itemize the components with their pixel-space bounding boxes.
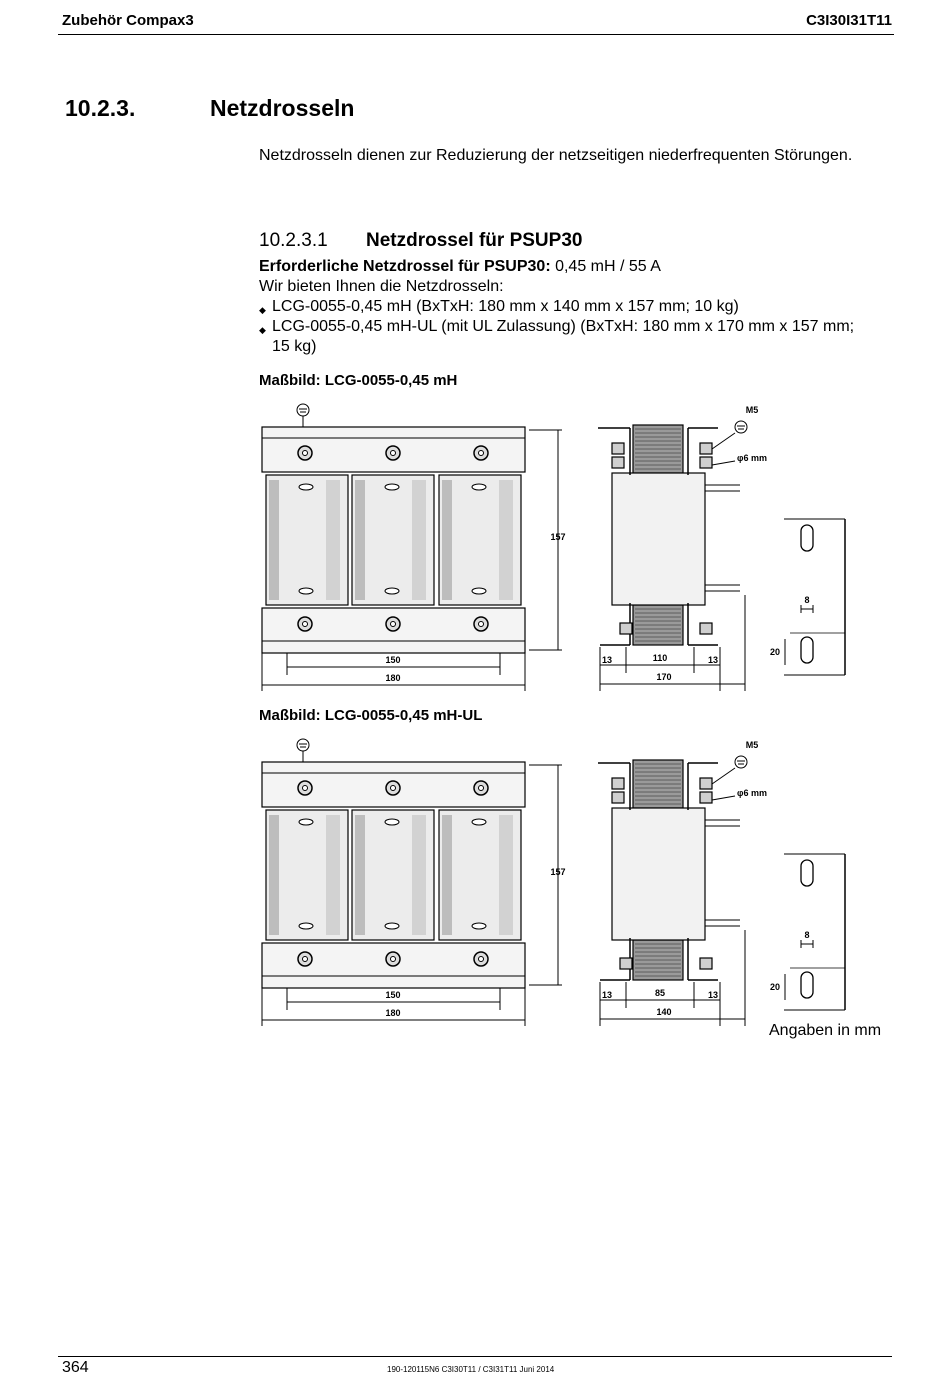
leader-line [712, 796, 735, 800]
coil-clip [385, 588, 399, 594]
coil-clip [472, 484, 486, 490]
coil-clip [299, 819, 313, 825]
terminal-screw-hole [391, 786, 396, 791]
terminal-screw-hole [479, 786, 484, 791]
coil-clip [472, 819, 486, 825]
terminal-screw-hole [479, 622, 484, 627]
offer-text: Wir bieten Ihnen die Netzdrosseln: [259, 278, 504, 295]
footer-doc-ref: 190-120115N6 C3I30T11 / C3I31T11 Juni 2014 [387, 1365, 555, 1374]
bolt-head [700, 792, 712, 803]
terminal-screw-hole [391, 957, 396, 962]
bolt-head [700, 958, 712, 969]
leader-line [712, 768, 735, 784]
units-note: Angaben in mm [769, 1022, 882, 1039]
terminal-screw-hole [303, 622, 308, 627]
dim-label-side-left: 13 [601, 655, 613, 665]
coil-clip [385, 923, 399, 929]
coil-shade [499, 480, 513, 600]
coil-shade [355, 480, 365, 600]
coil-clip [299, 484, 313, 490]
dim-label-slot-pitch: 20 [769, 982, 781, 992]
coil-shade [269, 480, 279, 600]
header-doc-code: C3I30I31T11 [806, 12, 892, 29]
figure-title: Maßbild: LCG-0055-0,45 mH [259, 372, 458, 389]
coil-clip [385, 484, 399, 490]
mounting-slot [801, 637, 813, 663]
leader-line [712, 433, 735, 449]
bolt-head [612, 443, 624, 454]
dim-label-inner-width: 150 [385, 990, 401, 1000]
header-rule [58, 34, 894, 35]
required-choke-value: 0,45 mH / 55 A [550, 258, 661, 275]
dim-label-screw: M5 [745, 405, 759, 415]
required-choke [259, 257, 661, 277]
dim-label-width: 180 [385, 673, 401, 683]
page-number: 364 [62, 1359, 89, 1376]
dim-label-height: 157 [550, 867, 566, 877]
dim-label-width: 180 [385, 1008, 401, 1018]
subsection-title: Netzdrossel für PSUP30 [366, 230, 583, 251]
coil-clip [472, 923, 486, 929]
footer-rule [58, 1356, 892, 1357]
dim-label-side-mid: 110 [652, 653, 668, 663]
list-item: ◆ LCG-0055-0,45 mH-UL (mit UL Zulassung) (BxTxH: 180 mm x 170 mm x 157 mm; 15 kg) [259, 317, 859, 357]
dim-label-hole: φ6 mm [737, 453, 767, 463]
dim-label-slot-pitch: 20 [769, 647, 781, 657]
subsection-number: 10.2.3.1 [259, 230, 328, 251]
bolt-head [620, 623, 632, 634]
figure-title: Maßbild: LCG-0055-0,45 mH-UL [259, 707, 483, 724]
coil-shade [442, 480, 452, 600]
coil-clip [472, 588, 486, 594]
earth-icon [735, 421, 747, 433]
bolt-head [700, 443, 712, 454]
dim-label-side-total: 140 [656, 1007, 672, 1017]
coil-side [612, 808, 705, 940]
section-number: 10.2.3. [65, 95, 136, 121]
bolt-head [612, 792, 624, 803]
coil-shade [442, 815, 452, 935]
mounting-slot [801, 525, 813, 551]
coil-shade [326, 480, 340, 600]
bolt-head [612, 778, 624, 789]
dim-label-inner-width: 150 [385, 655, 401, 665]
section-title: Netzdrosseln [210, 95, 355, 121]
terminal-screw-hole [303, 451, 308, 456]
coil-shade [355, 815, 365, 935]
header-title: Zubehör Compax3 [62, 12, 194, 29]
dim-label-side-right: 13 [707, 655, 719, 665]
coil-shade [499, 815, 513, 935]
terminal-screw-hole [479, 957, 484, 962]
coil-shade [269, 815, 279, 935]
dimension-drawing-lcg-ul [0, 730, 950, 1030]
dim-label-side-left: 13 [601, 990, 613, 1000]
dim-label-height: 157 [550, 532, 566, 542]
dim-label-slot-width: 8 [804, 595, 810, 605]
bolt-head [700, 623, 712, 634]
terminal-screw-hole [479, 451, 484, 456]
required-choke-label: Erforderliche Netzdrossel für PSUP30: [259, 258, 551, 275]
dim-label-side-mid: 85 [654, 988, 666, 998]
coil-side [612, 473, 705, 605]
coil-shade [412, 480, 426, 600]
bolt-head [700, 778, 712, 789]
coil-clip [299, 923, 313, 929]
mounting-slot [801, 972, 813, 998]
terminal-screw-hole [303, 957, 308, 962]
bolt-head [700, 457, 712, 468]
mounting-slot [801, 860, 813, 886]
coil-clip [385, 819, 399, 825]
intro-paragraph: Netzdrosseln dienen zur Reduzierung der netzseitigen niederfrequenten Störungen. [259, 147, 853, 164]
earth-icon [297, 739, 309, 751]
bolt-head [612, 457, 624, 468]
dim-label-side-right: 13 [707, 990, 719, 1000]
earth-icon [297, 404, 309, 416]
dim-label-screw: M5 [745, 740, 759, 750]
dim-label-side-total: 170 [656, 672, 672, 682]
dimension-drawing-lcg [0, 395, 950, 695]
choke-list [259, 297, 859, 357]
terminal-screw-hole [391, 451, 396, 456]
leader-line [712, 461, 735, 465]
terminal-screw-hole [391, 622, 396, 627]
list-item: ◆ LCG-0055-0,45 mH (BxTxH: 180 mm x 140 mm x 157 mm; 10 kg) [259, 297, 859, 317]
coil-shade [326, 815, 340, 935]
terminal-screw-hole [303, 786, 308, 791]
bolt-head [620, 958, 632, 969]
coil-clip [299, 588, 313, 594]
coil-shade [412, 815, 426, 935]
dim-label-hole: φ6 mm [737, 788, 767, 798]
dim-label-slot-width: 8 [804, 930, 810, 940]
earth-icon [735, 756, 747, 768]
